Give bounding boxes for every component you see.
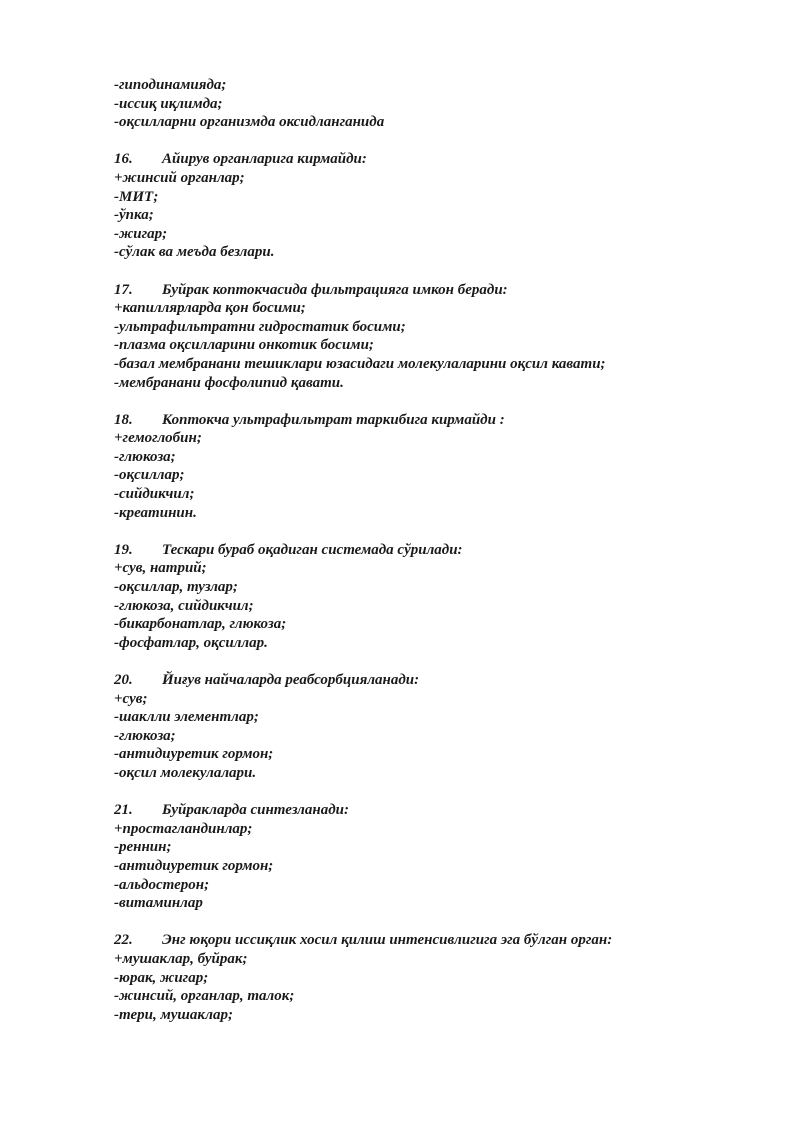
answer-option: +мушаклар, буйрак;	[114, 950, 248, 967]
question-text: Айирув органларига кирмайди:	[162, 151, 367, 168]
answer-option: -жигар;	[114, 225, 168, 242]
answer-option: -гиподинамияда;	[114, 77, 227, 93]
question-number: 18.	[114, 411, 133, 428]
answer-option: +капиллярларда қон босими;	[114, 300, 306, 317]
question-text: Буйракларда синтезланади:	[162, 802, 349, 819]
answer-option: -бикарбонатлар, глюкоза;	[114, 616, 287, 633]
answer-option: -ультрафильтратни гидростатик босими;	[114, 318, 406, 335]
document-page	[114, 76, 774, 1043]
answer-option: -оқсиллар, тузлар;	[114, 579, 238, 596]
question-heading	[114, 931, 774, 950]
answer-option: -плазма оқсилларини онкотик босими;	[114, 337, 374, 354]
answer-option: -оқсиллар;	[114, 467, 185, 484]
question-heading	[114, 411, 774, 430]
question-heading	[114, 801, 774, 820]
answer-option: -антидиуретик гормон;	[114, 746, 274, 763]
answer-option: -мембранани фосфолипид қавати.	[114, 374, 344, 391]
question-heading	[114, 281, 774, 300]
answer-option: -оқсил молекулалари.	[114, 764, 257, 781]
question-number: 16.	[114, 151, 133, 168]
previous-question-options	[114, 76, 774, 132]
answer-option: -глюкоза;	[114, 448, 176, 465]
answer-option: -альдостерон;	[114, 876, 210, 893]
answer-option: -фосфатлар, оқсиллар.	[114, 634, 268, 651]
answer-option: -витаминлар	[114, 895, 203, 912]
question-number: 17.	[114, 281, 133, 298]
question-21	[114, 801, 774, 913]
answer-option: -ўпка;	[114, 207, 154, 224]
answer-option: +простагландинлар;	[114, 820, 253, 837]
question-text: Коптокча ультрафильтрат таркибига кирмайди :	[162, 411, 505, 428]
answer-option: -сўлак ва меъда безлари.	[114, 244, 275, 261]
answer-option: -оқсилларни организмда оксидланганида	[114, 114, 385, 131]
question-text: Буйрак коптокчасида фильтрацияга имкон беради:	[162, 281, 508, 298]
question-number: 19.	[114, 541, 133, 558]
answer-option: -жинсий, органлар, талок;	[114, 988, 295, 1005]
answer-option: -креатинин.	[114, 504, 197, 521]
answer-option: +гемоглобин;	[114, 430, 202, 447]
question-heading	[114, 671, 774, 690]
question-text: Тескари бураб оқадиган системада сўрилади:	[162, 541, 463, 558]
answer-option: -антидиуретик гормон;	[114, 857, 274, 874]
question-number: 21.	[114, 802, 133, 819]
answer-option: -тери, мушаклар;	[114, 1006, 233, 1023]
question-heading	[114, 541, 774, 560]
answer-option: -МИТ;	[114, 188, 159, 205]
answer-option: +жинсий органлар;	[114, 169, 245, 186]
answer-option: +сув, натрий;	[114, 560, 207, 577]
answer-option: -шаклли элементлар;	[114, 709, 259, 726]
answer-option: +сув;	[114, 690, 148, 707]
question-18	[114, 411, 774, 523]
answer-option: -глюкоза, сийдикчил;	[114, 597, 254, 614]
question-number: 22.	[114, 932, 133, 949]
question-text: Йиғув найчаларда реабсорбцияланади:	[162, 672, 420, 688]
answer-option: -юрак, жигар;	[114, 969, 209, 986]
question-heading	[114, 150, 774, 169]
answer-option: -реннин;	[114, 839, 172, 856]
question-22	[114, 931, 774, 1024]
question-text: Энг юқори иссиқлик хосил қилиш интенсивлигига эга бўлган орган:	[162, 932, 613, 949]
question-19	[114, 541, 774, 653]
answer-option: -иссиқ иқлимда;	[114, 95, 223, 112]
question-20	[114, 671, 774, 783]
question-16	[114, 150, 774, 262]
answer-option: -базал мембранани тешиклари юзасидаги молекулаларини оқсил кавати;	[114, 355, 606, 372]
answer-option: -глюкоза;	[114, 727, 176, 744]
answer-option: -сийдикчил;	[114, 486, 195, 503]
question-17	[114, 281, 774, 393]
question-number: 20.	[114, 672, 133, 688]
